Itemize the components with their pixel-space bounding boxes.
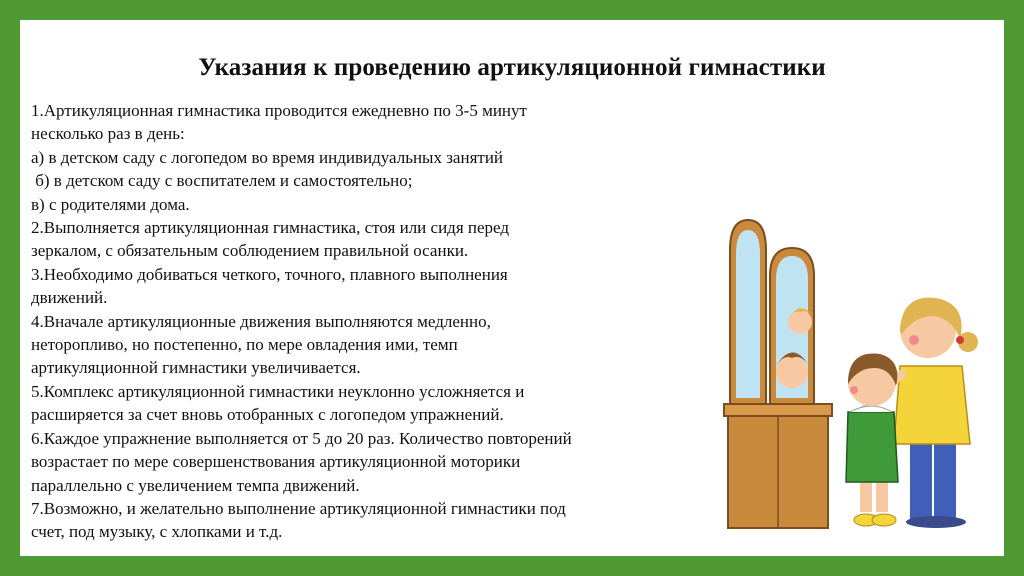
text-line: зеркалом, с обязательным соблюдением правильной осанки. [31, 241, 469, 261]
mirror-illustration [688, 190, 988, 530]
text-line: 7.Возможно, и желательно выполнение артикуляционной гимнастики под [31, 498, 566, 518]
text-line: несколько раз в день: [31, 124, 185, 144]
text-line: 6.Каждое упражнение выполняется от 5 до 20 раз. Количество повторений [31, 428, 572, 448]
text-line: возрастает по мере совершенствования артикуляционной моторики [31, 452, 521, 472]
text-line: 2.Выполняется артикуляционная гимнастика, стоя или сидя перед [31, 218, 510, 238]
mirror-left [730, 220, 766, 404]
slide-title: Указания к проведению артикуляционной гимнастики [198, 54, 826, 81]
text-line: 3.Необходимо добиваться четкого, точного, плавного выполнения [31, 264, 508, 284]
text-line: неторопливо, но постепенно, по мере овладения ими, темп [31, 335, 458, 355]
text-line: в) с родителями дома. [31, 194, 190, 214]
text-line: 5.Комплекс артикуляционной гимнастики неуклонно усложняется и [31, 381, 525, 401]
text-line: 4.Вначале артикуляционные движения выполняются медленно, [31, 311, 491, 331]
text-line: артикуляционной гимнастики увеличивается. [31, 358, 361, 378]
dresser [724, 404, 832, 528]
text-line: б) в детском саду с воспитателем и самостоятельно; [31, 171, 413, 191]
text-line: счет, под музыку, с хлопками и т.д. [31, 522, 283, 542]
text-line: расширяется за счет вновь отобранных с логопедом упражнений. [31, 405, 504, 425]
instructions-text [31, 99, 671, 544]
mirror-right [770, 248, 814, 404]
text-line: параллельно с увеличением темпа движений. [31, 475, 360, 495]
text-line: а) в детском саду с логопедом во время индивидуальных занятий [31, 147, 504, 167]
child-figure [846, 354, 898, 526]
text-line: 1.Артикуляционная гимнастика проводится ежедневно по 3-5 минут [31, 101, 527, 120]
text-line: движений. [31, 288, 108, 308]
